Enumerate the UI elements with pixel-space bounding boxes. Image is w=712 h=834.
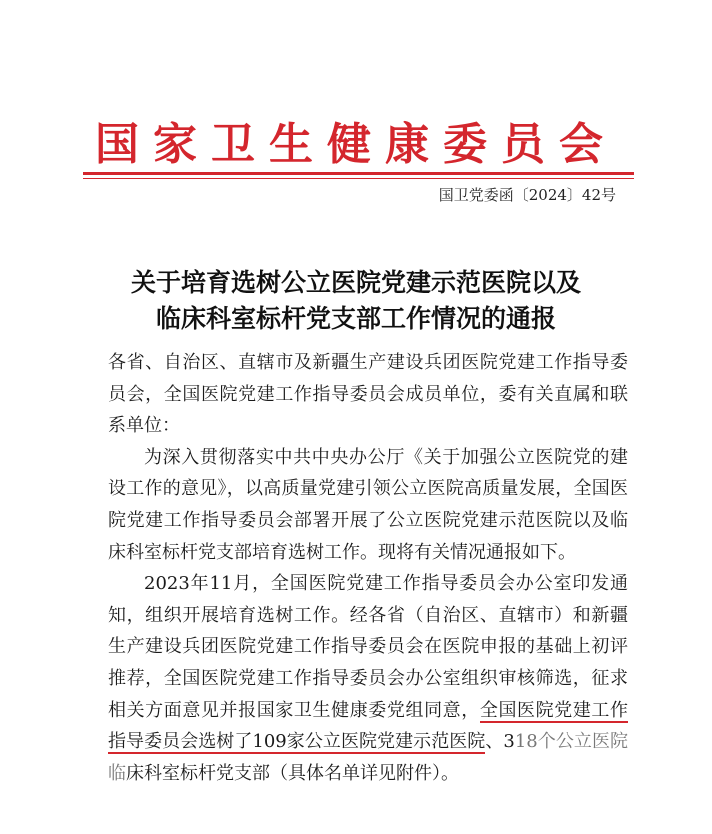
title-line-2: 临床科室标杆党支部工作情况的通报 xyxy=(155,304,556,333)
paragraph-2-tail: 床科室标杆党支部（具体名单详见附件）。 xyxy=(126,762,459,784)
header-rule-thick xyxy=(83,172,634,175)
highlighted-text: 全国医院党建工作指导委员会选树了109家公立医院党建示范医院 xyxy=(108,699,629,753)
salutation: 各省、自治区、直辖市及新疆生产建设兵团医院党建工作指导委员会，全国医院党建工作指导委员会成员单位，委有关直属和联系单位： xyxy=(108,352,628,437)
document-number: 国卫党委函〔2024〕42号 xyxy=(438,186,616,204)
document-body xyxy=(108,347,628,789)
document-title xyxy=(0,265,712,337)
faded-text: 18个公立医院临 xyxy=(108,731,629,784)
org-title: 国家卫生健康委员会 xyxy=(95,119,617,170)
paragraph-2 xyxy=(108,568,628,789)
paragraph-1: 为深入贯彻落实中共中央办公厅《关于加强公立医院党的建设工作的意见》，以高质量党建引领公立医院高质量发展，全国医院党建工作指导委员会部署开展了公立医院党建示范医院以及临床科室标杆党支部培育选树工作。现将有关情况通报如下。 xyxy=(108,446,628,563)
title-line-1: 关于培育选树公立医院党建示范医院以及 xyxy=(130,268,581,297)
paragraph-2-start: 2023年11月，全国医院党建工作指导委员会办公室印发通知，组织开展培育选树工作。经各省（自治区、直辖市）和新疆生产建设兵团医院党建工作指导委员会在医院申报的基础上初评推荐，全国医院党建工作指导委员会办公室组织审核筛选，征求相关方面意见并报国家卫生健康委党组同意， xyxy=(108,573,628,721)
header-rule-thin xyxy=(83,178,634,179)
paragraph-2-continuation: 、3 xyxy=(485,731,515,753)
